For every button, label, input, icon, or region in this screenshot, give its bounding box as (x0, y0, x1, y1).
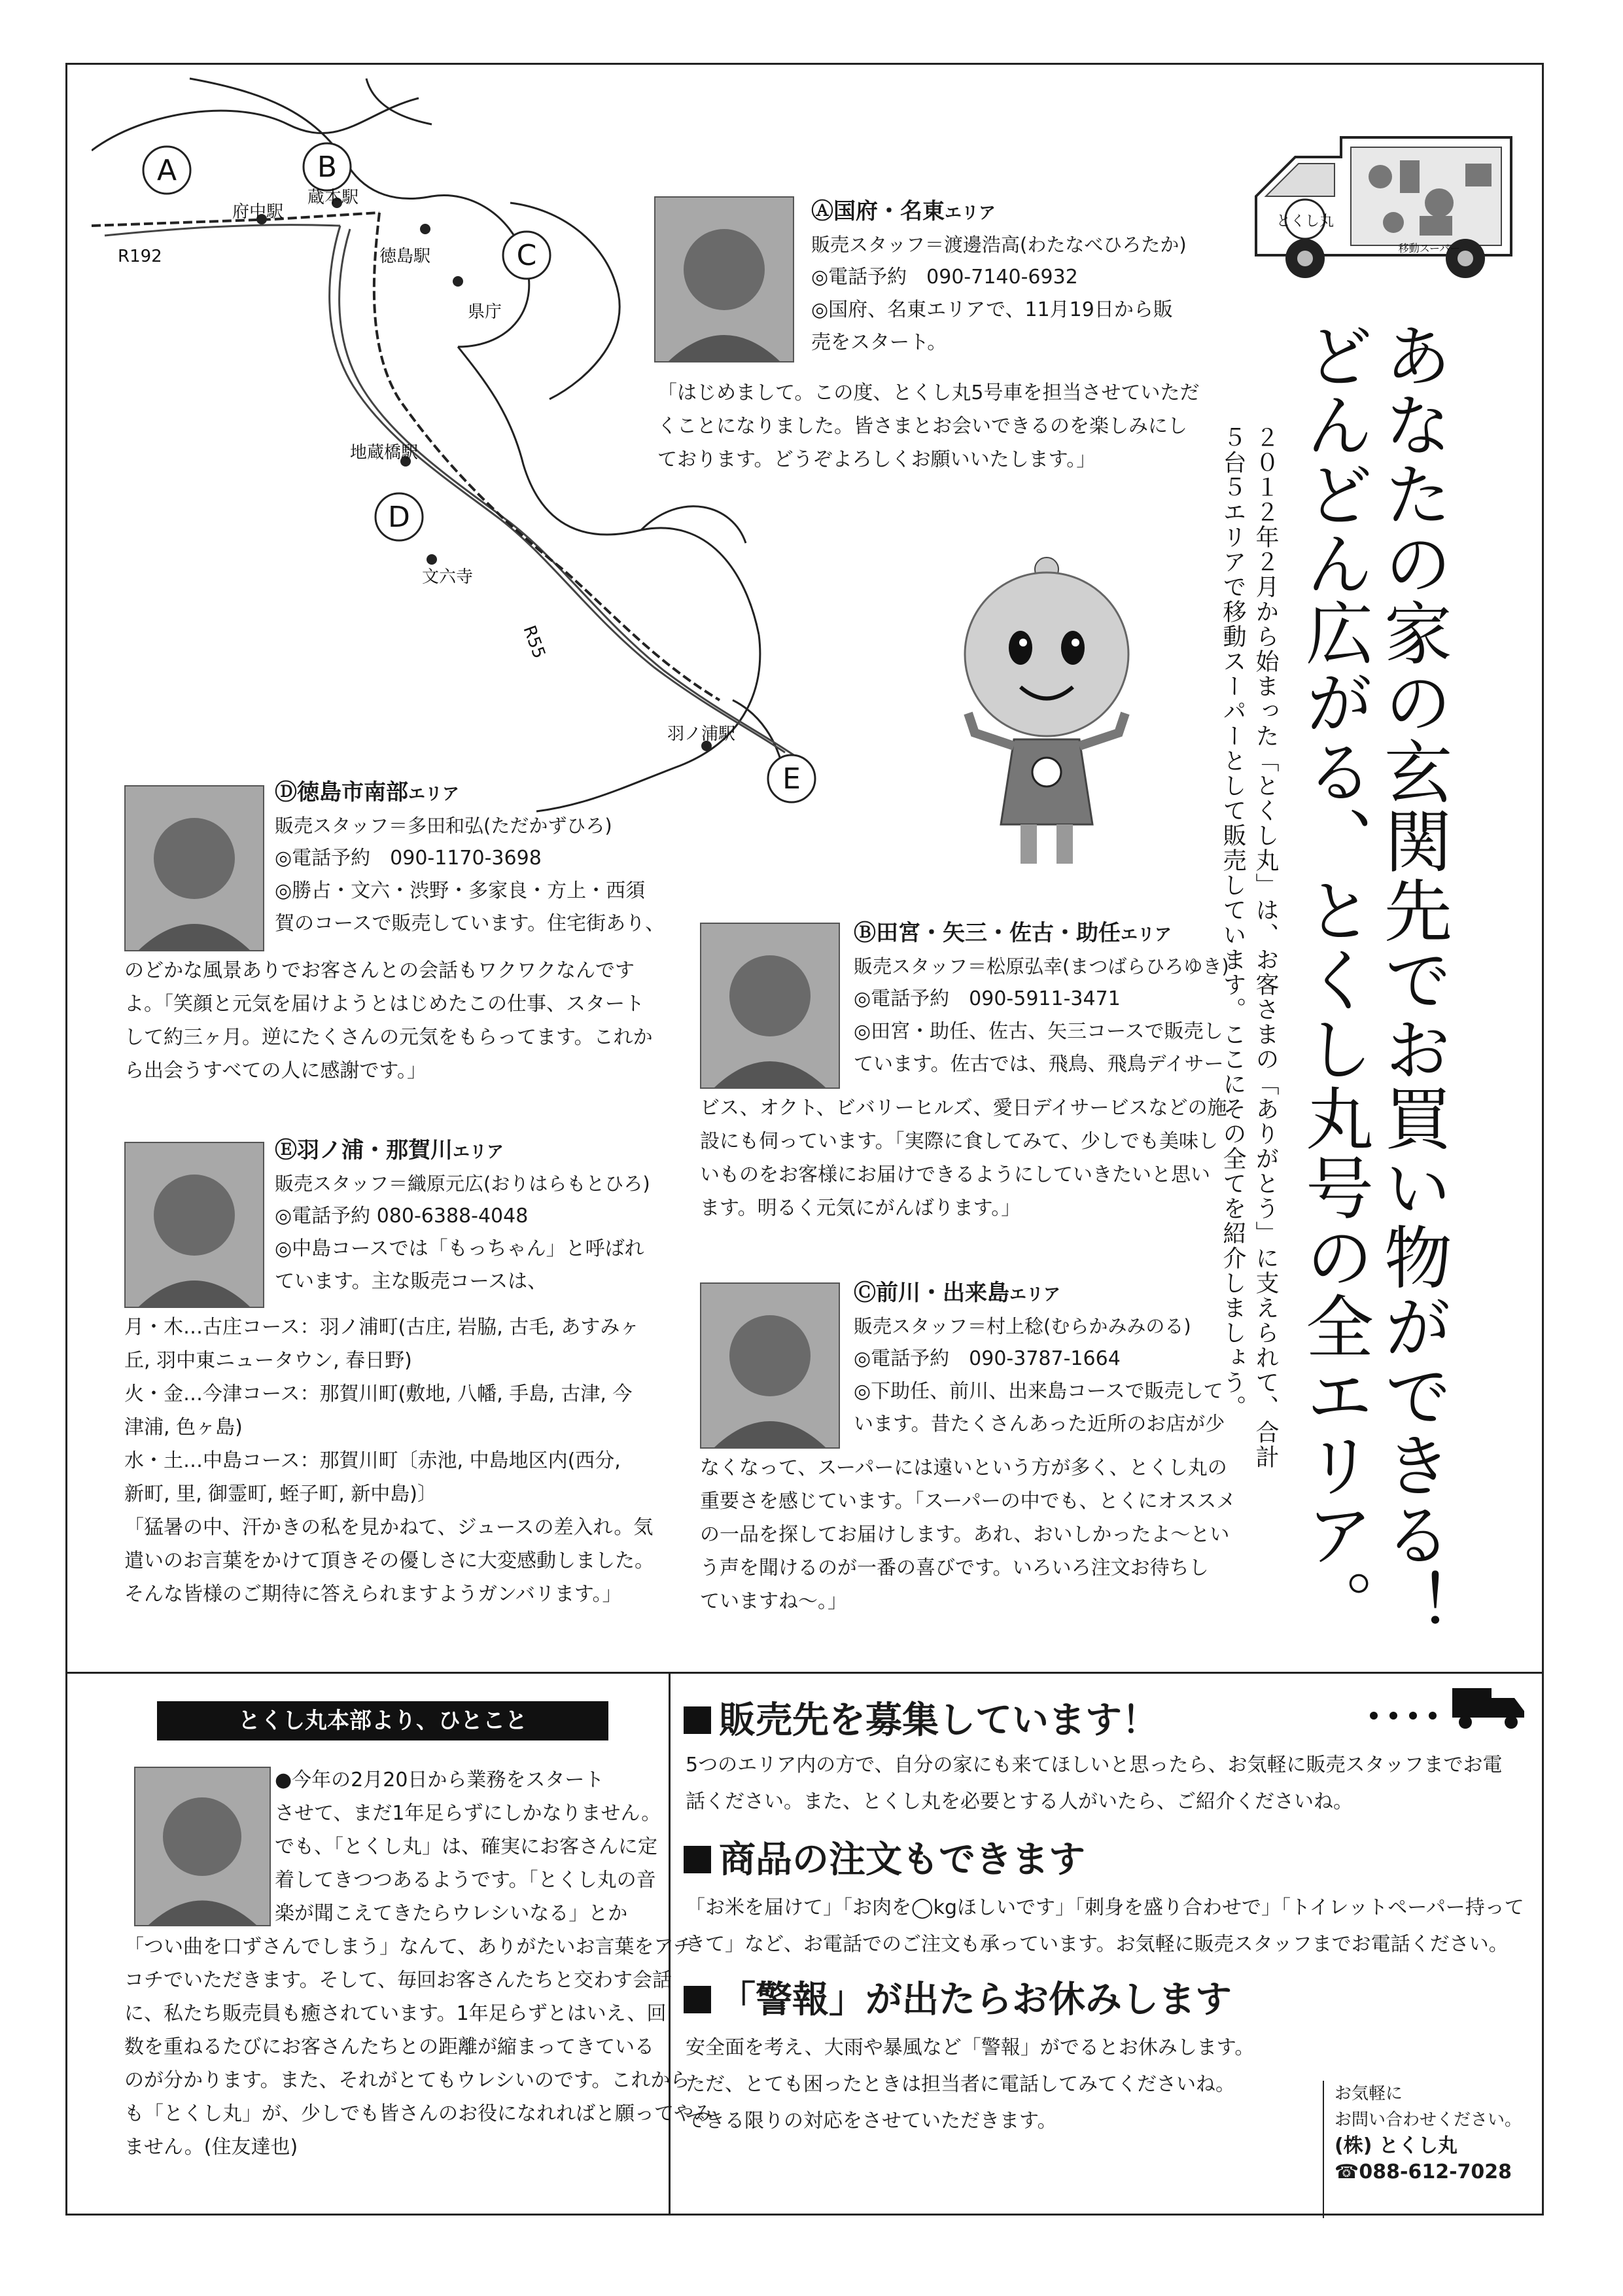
area-c-body-1: います。昔たくさんあった近所のお店が少 (854, 1413, 1225, 1436)
mascot-illustration (955, 550, 1138, 877)
area-e-title: Ⓔ羽ノ浦・那賀川エリア (275, 1137, 504, 1163)
map-label-d: D (388, 501, 410, 534)
photo-staff-b (700, 923, 840, 1089)
area-d-staff: 販売スタッフ＝多田和弘(ただかずひろ) (275, 815, 612, 837)
truck-sub: 移動スーパー (1398, 242, 1461, 255)
headline-sub2: ５台５エリアで移動スーパーとして販売しています。ここにその全てを紹介しましょう。 (1219, 425, 1246, 1420)
headline-line2: どんどん広がる、とくし丸号の全エリア。 (1294, 321, 1374, 1638)
area-b-body-1: ています。佐古では、飛鳥、飛鳥デイサー (854, 1053, 1224, 1076)
contact-l2: お問い合わせください。 (1335, 2110, 1522, 2130)
hq-body: ●今年の2月20日から業務をスタート させて、まだ1年足らずにしかなりません。 でも、「とくし丸」は、確実にお客さんに定 着してきつつあるようです。「とくし丸の音 楽が聞こえてきたらウレシいなる」とか (275, 1769, 661, 1925)
area-c-quote: なくなって、スーパーには遠いという方が多く、とくし丸の 重要さを感じています。「スーパーの中でも、とくにオススメ の一品を探してお届けします。あれ、おいしかったよ〜とい う声を聞けるのが一番の喜びです。いろいろ注文お待ちし ていますね〜。」 (700, 1457, 1236, 1613)
truck-brand: とくし丸 (1276, 213, 1335, 230)
alert-title: 「警報」が出たらお休みします (684, 1977, 1232, 2023)
area-c-body-0: ◎下助任、前川、出来島コースで販売して (854, 1380, 1223, 1403)
area-b-phone: ◎電話予約 090-5911-3471 (854, 987, 1121, 1010)
area-b-staff: 販売スタッフ＝松原弘幸(まつばらひろゆき) (854, 955, 1229, 978)
area-c-title: Ⓒ前川・出来島エリア (854, 1280, 1061, 1306)
contact-company: (株) とくし丸 (1335, 2134, 1457, 2157)
bottom-divider (65, 1672, 1544, 1674)
area-d-phone: ◎電話予約 090-1170-3698 (275, 847, 542, 870)
photo-hq (134, 1767, 271, 1926)
map-label-a: A (156, 154, 177, 187)
area-d-body-0: ◎勝占・文六・渋野・多家良・方上・西須 (275, 879, 646, 902)
map-label-b: B (317, 150, 338, 184)
map-kuramoto: 蔵本駅 (307, 188, 359, 207)
area-c (854, 1278, 1225, 1441)
area-a-body-1: 売をスタート。 (811, 331, 947, 354)
map-tokushima: 徳島駅 (379, 247, 431, 266)
map-r55: R55 (519, 623, 550, 662)
area-a-body-0: ◎国府、名東エリアで、11月19日から販 (811, 298, 1173, 321)
truck-illustration (1243, 98, 1524, 294)
alert-body: 安全面を考え、大雨や暴風など「警報」がでるとお休みします。 ただ、とても困ったときは担当者に電話してみてくださいね。 できる限りの対応をさせていただきます。 (686, 2036, 1255, 2132)
area-e (275, 1135, 650, 1298)
area-d-body-1: 賀のコースで販売しています。住宅街あり、 (275, 912, 665, 935)
truck-icon (1367, 1682, 1531, 1734)
order-body: 「お米を届けて」「お肉を◯kgほしいです」「刺身を盛り合わせで」「トイレットペーパー持って きて」など、お電話でのご注文も承っています。お気軽に販売スタッフまでお電話ください。 (686, 1896, 1524, 1956)
contact-box (1323, 2081, 1545, 2218)
area-b-body-0: ◎田宮・助任、佐古、矢三コースで販売し (854, 1020, 1223, 1043)
map-label-e: E (782, 762, 801, 796)
photo-staff-c (700, 1282, 840, 1449)
area-a-phone: ◎電話予約 090-7140-6932 (811, 266, 1078, 289)
headline-sub1: ２０１２年２月から始まった「とくし丸」は、お客さまの「ありがとう」に支えられて、合計 (1252, 425, 1279, 1470)
area-d-title: Ⓓ徳島市南部エリア (275, 779, 460, 805)
area-e-staff: 販売スタッフ＝織原元広(おりはらもとひろ) (275, 1173, 650, 1195)
area-e-body-0: ◎中島コースでは「もっちゃん」と呼ばれ (275, 1237, 644, 1260)
map-kencho: 県庁 (468, 302, 502, 322)
recruit-title: 販売先を募集しています！ (684, 1698, 1159, 1744)
area-a-title: Ⓐ国府・名東エリア (811, 198, 996, 224)
map-label-c: C (516, 239, 537, 272)
contact-l1: お気軽に (1335, 2084, 1403, 2104)
headline-line1: あなたの家の玄関先でお買い物ができる！ (1372, 321, 1452, 1638)
area-b (854, 918, 1229, 1081)
area-c-staff: 販売スタッフ＝村上稔(むらかみみのる) (854, 1315, 1191, 1337)
map-r192: R192 (118, 247, 162, 266)
photo-staff-e (124, 1142, 264, 1308)
area-e-quote: 月・木…古庄コース：羽ノ浦町(古庄, 岩脇, 古毛, あすみヶ 丘, 羽中東ニュータウン, 春日野) 火・金…今津コース：那賀川町(敷地, 八幡, 手島, 古津, 今 津浦, 色ヶ島) 水・土…中島コース：那賀川町〔赤池, 中島地区内(西分, 新町, 里, 御霊町, 蛭子町, 新中島)〕 「猛暑の中、汗かきの私を見かねて、ジュースの差入れ。気 遣いのお言葉をかけて頂きその優しさに大変感動しました。 そんな皆様のご期待に答えられますようガンバリます。」 (124, 1316, 654, 1606)
map-fuchu: 府中駅 (232, 202, 284, 222)
recruit-body: 5つのエリア内の方で、自分の家にも来てほしいと思ったら、お気軽に販売スタッフまでお電 話ください。また、とくし丸を必要とする人がいたら、ご紹介くださいね。 (686, 1754, 1503, 1813)
contact-phone: ☎088-612-7028 (1335, 2161, 1512, 2183)
area-a (811, 196, 1187, 359)
area-e-phone: ◎電話予約 080-6388-4048 (275, 1205, 529, 1227)
area-b-title: Ⓑ田宮・矢三・佐古・助任エリア (854, 920, 1172, 946)
map-bunroku: 文六寺 (422, 567, 474, 587)
area-d-quote: のどかな風景ありでお客さんとの会話もワクワクなんです よ。「笑顔と元気を届けようとはじめたこの仕事、スタート して約三ヶ月。逆にたくさんの元気をもらってます。これか ら出会うすべての人に感謝です。」 (124, 959, 653, 1082)
area-d (275, 777, 665, 940)
map-hanoura: 羽ノ浦駅 (667, 724, 736, 744)
photo-staff-d (124, 785, 264, 951)
area-a-staff: 販売スタッフ＝渡邊浩高(わたなべひろたか) (811, 234, 1187, 256)
order-title: 商品の注文もできます (684, 1837, 1085, 1883)
map-jizobashi: 地蔵橋駅 (350, 443, 419, 463)
area-b-quote: ビス、オクト、ビバリーヒルズ、愛日デイサービスなどの施 設にも伺っています。「実際に食してみて、少しでも美味し いものをお客様にお届けできるようにしていきたいと思い ます。明るく元気にがんばります。」 (700, 1097, 1227, 1220)
area-e-body-1: ています。主な販売コースは、 (275, 1270, 548, 1293)
hq-body2: 「つい曲を口ずさんでしまう」なんて、ありがたいお言葉をアチ コチでいただきます。そして、毎回お客さんたちと交わす会話 に、私たち販売員も癒されています。1年足らずとはいえ、回 数を重ねるたびにお客さんたちとの距離が縮まってきている のが分かります。また、それがとてもウレシいのです。これから も「とくし丸」が、少しでも皆さんのお役になれればと願ってやみ ません。(住友達也) (124, 1935, 713, 2159)
area-c-phone: ◎電話予約 090-3787-1664 (854, 1347, 1121, 1370)
photo-staff-a (654, 196, 794, 362)
area-a-quote: 「はじめまして。この度、とくし丸5号車を担当させていただ くことになりました。皆さまとお会いできるのを楽しみにし ております。どうぞよろしくお願いいたします。」 (657, 381, 1200, 471)
hq-band: とくし丸本部より、ひとこと (157, 1701, 608, 1740)
